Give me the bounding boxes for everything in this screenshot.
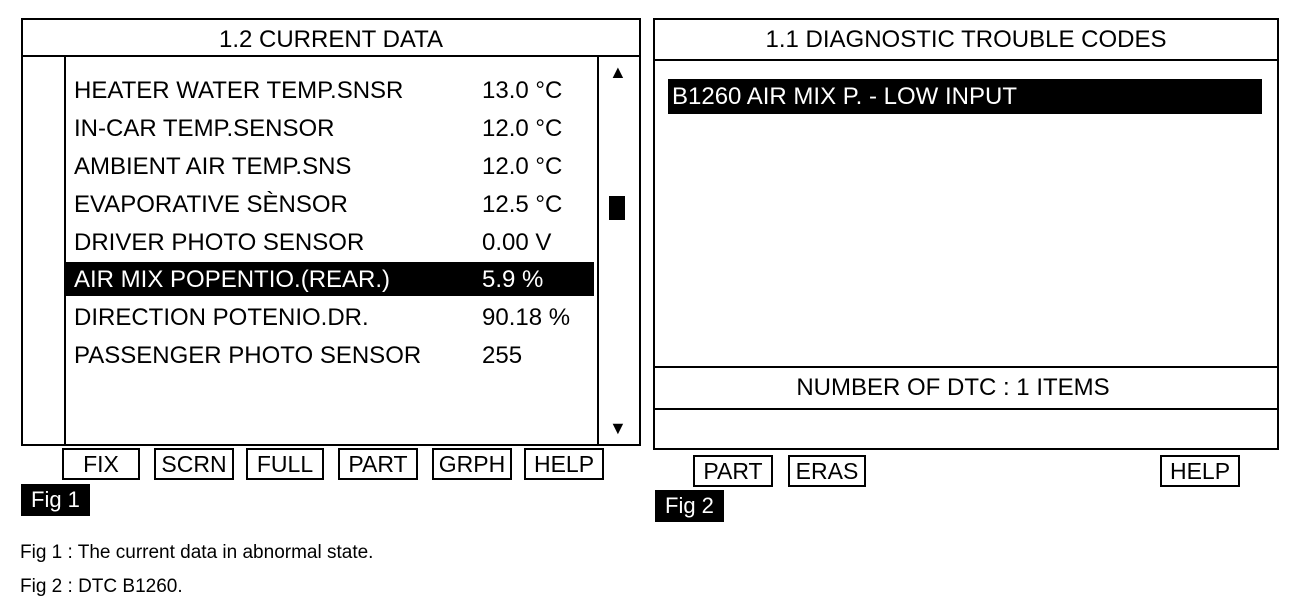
fix-button[interactable]: FIX	[62, 448, 140, 480]
title-divider	[21, 55, 641, 57]
data-row-driver-photo-sensor[interactable]	[74, 229, 552, 257]
scrn-button[interactable]: SCRN	[154, 448, 234, 480]
grph-button[interactable]: GRPH	[432, 448, 512, 480]
help-button[interactable]: HELP	[1160, 455, 1240, 487]
erase-button[interactable]: ERAS	[788, 455, 866, 487]
fig2-tag: Fig 2	[655, 490, 724, 522]
scrollbar-divider	[597, 55, 599, 445]
part-button[interactable]: PART	[693, 455, 773, 487]
current-data-title: 1.2 CURRENT DATA	[218, 26, 444, 53]
dtc-item-b1260[interactable]: B1260 AIR MIX P. - LOW INPUT	[668, 79, 1262, 114]
row-value: 0.00 V	[482, 229, 552, 256]
row-label: DIRECTION POTENIO.DR.	[74, 304, 369, 331]
data-row-direction-potenio[interactable]	[74, 304, 571, 332]
row-label: DRIVER PHOTO SENSOR	[74, 229, 365, 256]
help-button[interactable]: HELP	[524, 448, 604, 480]
caption-fig1: Fig 1 : The current data in abnormal state.	[20, 542, 374, 563]
row-label: IN-CAR TEMP.SENSOR	[74, 115, 335, 142]
part-button[interactable]: PART	[338, 448, 418, 480]
row-value: 90.18 %	[482, 304, 571, 331]
row-value: 255	[482, 342, 523, 369]
row-label: EVAPORATIVE SÈNSOR	[74, 191, 348, 218]
dtc-footer-divider-bottom	[653, 408, 1279, 410]
data-row-evaporative-sensor[interactable]	[74, 191, 563, 219]
row-label: PASSENGER PHOTO SENSOR	[74, 342, 422, 369]
dtc-title-divider	[653, 59, 1279, 61]
row-label: AIR MIX POPENTIO.(REAR.)	[74, 266, 391, 293]
data-row-ambient-air-temp[interactable]	[74, 153, 563, 181]
row-value: 12.0 °C	[482, 115, 563, 142]
scroll-up-arrow-icon[interactable]: ▲	[609, 62, 627, 82]
scrollbar-thumb[interactable]	[609, 196, 625, 220]
row-value: 12.0 °C	[482, 153, 563, 180]
dtc-title: 1.1 DIAGNOSTIC TROUBLE CODES	[765, 26, 1167, 53]
left-gutter-line	[64, 55, 66, 445]
row-label: HEATER WATER TEMP.SNSR	[74, 77, 404, 104]
data-row-heater-water-temp[interactable]	[74, 77, 563, 105]
row-value: 12.5 °C	[482, 191, 563, 218]
scroll-down-arrow-icon[interactable]: ▼	[609, 418, 627, 438]
fig1-tag: Fig 1	[21, 484, 90, 516]
full-button[interactable]: FULL	[246, 448, 324, 480]
data-row-passenger-photo-sensor[interactable]	[74, 342, 523, 370]
caption-fig2: Fig 2 : DTC B1260.	[20, 576, 183, 597]
data-row-in-car-temp[interactable]	[74, 115, 563, 143]
row-label: AMBIENT AIR TEMP.SNS	[74, 153, 352, 180]
data-row-air-mix-potentio-selected[interactable]	[64, 262, 594, 296]
row-value: 13.0 °C	[482, 77, 563, 104]
dtc-count: NUMBER OF DTC : 1 ITEMS	[796, 374, 1110, 401]
dtc-footer-divider-top	[653, 366, 1279, 368]
row-value: 5.9 %	[482, 266, 544, 293]
